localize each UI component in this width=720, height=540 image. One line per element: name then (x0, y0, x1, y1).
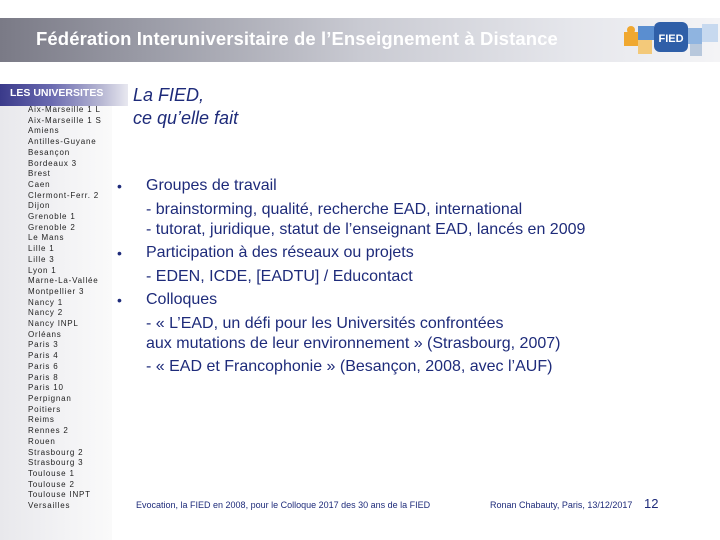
puzzle-piece-orange (624, 32, 638, 46)
footer-author-date: Ronan Chabauty, Paris, 13/12/2017 (490, 500, 633, 510)
sub-item-text: - « L’EAD, un défi pour les Universités confrontées (146, 315, 504, 332)
university-item: Lille 3 (28, 254, 55, 264)
university-item: Amiens (28, 126, 60, 136)
university-item: Nancy 2 (28, 308, 63, 318)
university-item: Poitiers (28, 404, 62, 414)
university-item: Aix-Marseille 1 S (28, 115, 102, 125)
puzzle-piece-blue (638, 26, 654, 40)
bullet-marker: • (117, 245, 122, 261)
bullet-marker: • (117, 178, 122, 194)
slide-title-line2: ce qu’elle fait (133, 108, 239, 128)
bullet-marker: • (117, 292, 122, 308)
university-item: Grenoble 1 (28, 212, 76, 222)
university-item: Versailles (28, 501, 71, 511)
university-item: Strasbourg 2 (28, 447, 84, 457)
university-item: Caen (28, 179, 51, 189)
header-title: Fédération Interuniversitaire de l’Enseignement à Distance (36, 28, 558, 49)
university-item: Montpellier 3 (28, 286, 85, 296)
university-item: Perpignan (28, 393, 72, 403)
bullet-colloquia: Colloques (146, 291, 218, 308)
bullet-working-groups: Groupes de travail (146, 177, 277, 194)
university-item: Toulouse INPT (28, 490, 91, 500)
university-item: Dijon (28, 201, 51, 211)
university-item: Paris 6 (28, 361, 59, 371)
logo-text: FIED (658, 33, 684, 45)
university-item: Toulouse 1 (28, 468, 75, 478)
sub-item-text: aux mutations de leur environnement » (Strasbourg, 2007) (146, 335, 561, 352)
university-item: Le Mans (28, 233, 65, 243)
university-list (28, 105, 102, 512)
sub-item-text: - brainstorming, qualité, recherche EAD, international (146, 201, 523, 218)
university-item: Aix-Marseille 1 L (28, 105, 101, 114)
university-item: Clermont-Ferr. 2 (28, 190, 100, 200)
university-item: Rennes 2 (28, 426, 69, 436)
university-item: Paris 8 (28, 372, 59, 382)
sub-item-text: - tutorat, juridique, statut de l’enseignant EAD, lancés en 2009 (146, 221, 586, 238)
university-item: Orléans (28, 329, 62, 339)
sub-item-text: - EDEN, ICDE, [EADTU] / Educontact (146, 268, 413, 285)
university-item: Marne-La-Vallée (28, 276, 99, 286)
university-item: Rouen (28, 436, 56, 446)
slide-title-line1: La FIED, (133, 85, 205, 105)
university-item: Paris 3 (28, 340, 59, 350)
footer-left-text: Evocation, la FIED en 2008, pour le Colloque 2017 des 30 ans de la FIED (136, 500, 431, 510)
sub-item-text: - « EAD et Francophonie » (Besançon, 2008, avec l’AUF) (146, 358, 553, 375)
university-item: Besançon (28, 147, 70, 157)
university-item: Bordeaux 3 (28, 158, 77, 168)
bullet-networks: Participation à des réseaux ou projets (146, 244, 414, 261)
university-item: Paris 4 (28, 351, 59, 361)
sidebar-title: LES UNIVERSITES (0, 84, 128, 106)
university-item: Toulouse 2 (28, 479, 75, 489)
university-item: Lyon 1 (28, 265, 57, 275)
university-item: Antilles-Guyane (28, 137, 97, 147)
page-number: 12 (644, 496, 659, 511)
university-item: Brest (28, 169, 51, 179)
university-item: Lille 1 (28, 244, 55, 254)
university-item: Reims (28, 415, 55, 425)
university-item: Paris 10 (28, 383, 64, 393)
university-item: Grenoble 2 (28, 222, 76, 232)
slide-title (133, 84, 238, 130)
university-item: Nancy 1 (28, 297, 63, 307)
fied-logo (624, 20, 720, 60)
university-item: Nancy INPL (28, 319, 79, 329)
university-item: Strasbourg 3 (28, 458, 84, 468)
